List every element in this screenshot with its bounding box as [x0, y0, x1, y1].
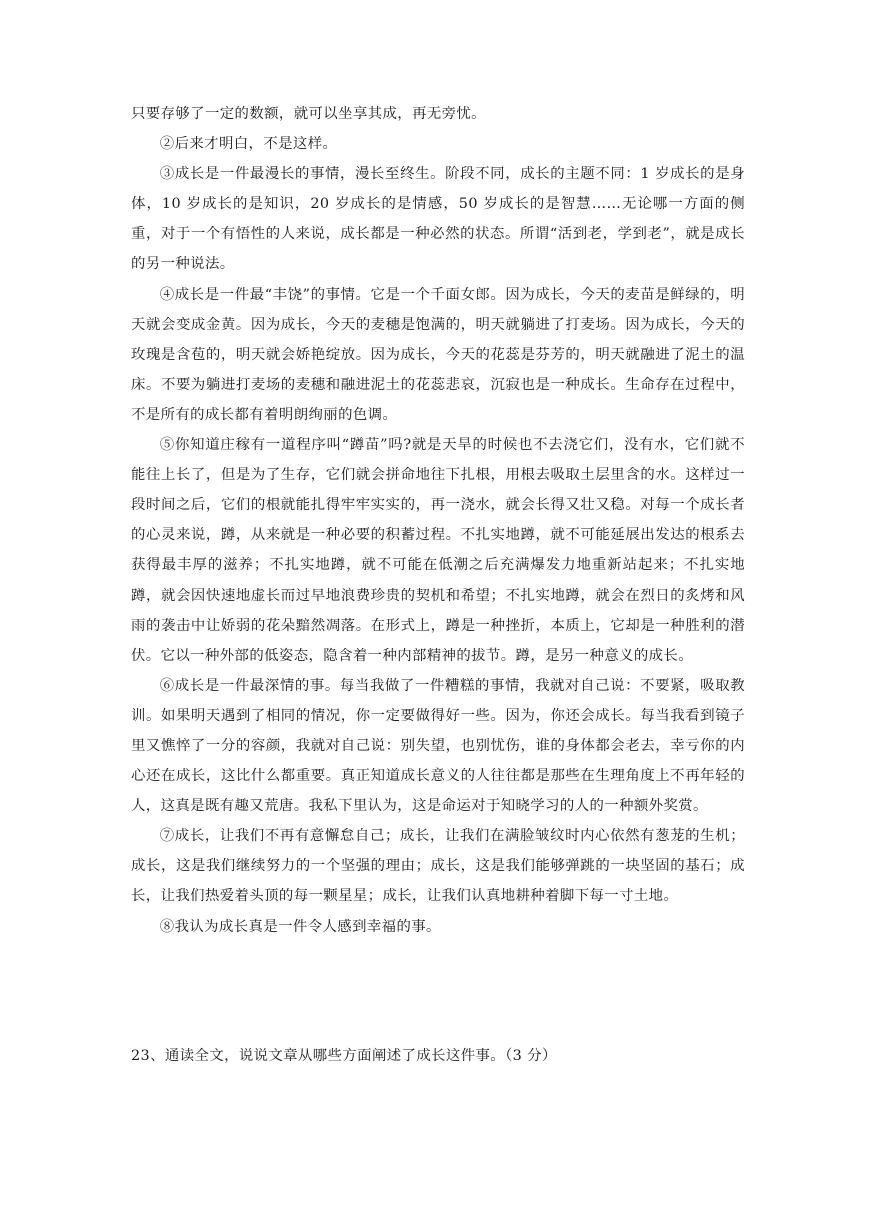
paragraph-1-continuation: 只要存够了一定的数额，就可以坐享其成，再无旁忧。: [131, 106, 486, 122]
paragraph-3: ③成长是一件最漫长的事情，漫长至终生。阶段不同，成长的主题不同：1 岁成长的是身体，10 岁成长的是知识，20 岁成长的是情感，50 岁成长的是智慧……无论哪一方面的侧重，对于一个有悟性的人来说，成长都是一种必然的状态。所谓“活到老，学到老”，就是成长的另一种说法。: [131, 166, 745, 273]
paragraph-8: ⑧我认为成长真是一件令人感到幸福的事。: [159, 918, 441, 935]
paragraph-5: ⑤你知道庄稼有一道程序叫“蹲苗”吗?就是天旱的时候也不去浇它们，没有水，它们就不能往上长了，但是为了生存，它们就会拼命地往下扎根，用根去吸取土层里含的水。这样过一段时间之后，它们的根就能扎得牢牢实实的，再一浇水，就会长得又壮又稳。对每一个成长者的心灵来说，蹲，从来就是一种必要的积蓄过程。不扎实地蹲，就不可能延展出发达的根系去获得最丰厚的滋养；不扎实地蹲，就不可能在低潮之后充满爆发力地重新站起来；不扎实地蹲，就会因快速地虚长而过早地浪费珍贵的契机和希望；不扎实地蹲，就会在烈日的炙烤和风雨的袭击中让娇弱的花朵黯然凋落。在形式上，蹲是一种挫折，本质上，它却是一种胜利的潜伏。它以一种外部的低姿态，隐含着一种内部精神的拔节。蹲，是另一种意义的成长。: [131, 437, 745, 664]
paragraph-2: ②后来才明白，不是这样。: [159, 136, 338, 153]
article-body: [131, 99, 745, 942]
question-23: 23、通读全文，说说文章从哪些方面阐述了成长这件事。（3 分）: [131, 1048, 557, 1064]
paragraph-6: ⑥成长是一件最深情的事。每当我做了一件糟糕的事情，我就对自己说：不要紧，吸取教训。如果明天遇到了相同的情况，你一定要做得好一些。因为，你还会成长。每当我看到镜子里又憔悴了一分的容颜，我就对自己说：别失望，也别忧伤，谁的身体都会老去，幸亏你的内心还在成长，这比什么都重要。真正知道成长意义的人往往都是那些在生理角度上不再年轻的人，这真是既有趣又荒唐。我私下里认为，这是命运对于知晓学习的人的一种额外奖赏。: [131, 677, 745, 815]
paragraph-4: ④成长是一件最“丰饶”的事情。它是一个千面女郎。因为成长，今天的麦苗是鲜绿的，明天就会变成金黄。因为成长，今天的麦穗是饱满的，明天就躺进了打麦场。因为成长，今天的玫瑰是含苞的，明天就会娇艳绽放。因为成长，今天的花蕊是芬芳的，明天就融进了泥土的温床。不要为躺进打麦场的麦穗和融进泥土的花蕊悲哀，沉寂也是一种成长。生命存在过程中，不是所有的成长都有着明朗绚丽的色调。: [131, 286, 745, 423]
paragraph-7: ⑦成长，让我们不再有意懈怠自己；成长，让我们在满脸皱纹时内心依然有葱茏的生机；成长，这是我们继续努力的一个坚强的理由；成长，这是我们能够弹跳的一块坚固的基石；成长，让我们热爱着头顶的每一颗星星；成长，让我们认真地耕种着脚下每一寸土地。: [131, 828, 745, 905]
